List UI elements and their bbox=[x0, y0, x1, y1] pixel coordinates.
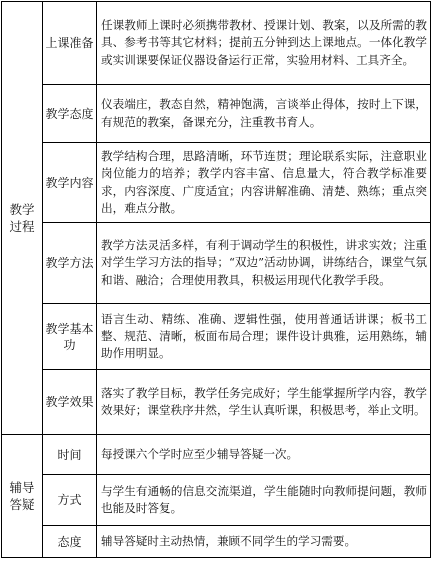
row-content: 仪表端庄，教态自然，精神饱满，言谈举止得体，按时上下课，有规范的教案，备课充分，注重教书育人。 bbox=[97, 85, 431, 143]
row-label: 态度 bbox=[43, 526, 97, 558]
table-row bbox=[2, 526, 431, 558]
row-content: 教学方法灵活多样，有利于调动学生的积极性，讲求实效；注重对学生学习方法的指导；“双边”活动协调，讲练结合，课堂气氛和谐、融洽；合理使用教具，积极运用现代化教学手段。 bbox=[97, 223, 431, 304]
row-label: 教学态度 bbox=[43, 85, 97, 143]
row-content: 落实了教学目标，教学任务完成好；学生能掌握所学内容，教学效果好；课堂秩序井然，学生认真听课，积极思考，举止文明。 bbox=[97, 370, 431, 435]
section-label-tutoring: 辅导 答疑 bbox=[2, 435, 43, 558]
row-label: 教学效果 bbox=[43, 370, 97, 435]
table-row bbox=[2, 304, 431, 370]
row-content: 与学生有通畅的信息交流渠道，学生能随时向教师提问题，教师也能及时答复。 bbox=[97, 475, 431, 526]
row-label: 时间 bbox=[43, 435, 97, 475]
row-content: 辅导答疑时主动热情，兼顾不同学生的学习需要。 bbox=[97, 526, 431, 558]
table-row bbox=[2, 475, 431, 526]
row-content: 教学结构合理，思路清晰，环节连贯；理论联系实际，注意职业岗位能力的培养；教学内容丰富、信息量大，符合教学标准要求，内容深度、广度适宜；内容讲解准确、清楚、熟练；重点突出，难点分散。 bbox=[97, 143, 431, 223]
row-content: 任课教师上课时必须携带教材、授课计划、教案，以及所需的教具、参考书等其它材料；提前五分钟到达上课地点。一体化教学或实训课要保证仪器设备运行正常，实验用材料、工具齐全。 bbox=[97, 2, 431, 85]
table-row bbox=[2, 143, 431, 223]
row-label: 教学基本功 bbox=[43, 304, 97, 370]
row-label: 教学内容 bbox=[43, 143, 97, 223]
evaluation-table bbox=[1, 1, 431, 558]
row-label: 上课准备 bbox=[43, 2, 97, 85]
section-label-teaching: 教学 过程 bbox=[2, 2, 43, 435]
table-row bbox=[2, 2, 431, 85]
table-row bbox=[2, 370, 431, 435]
table-row bbox=[2, 223, 431, 304]
table-row bbox=[2, 435, 431, 475]
table-row bbox=[2, 85, 431, 143]
row-content: 每授课六个学时应至少辅导答疑一次。 bbox=[97, 435, 431, 475]
row-label: 教学方法 bbox=[43, 223, 97, 304]
row-content: 语言生动、精练、准确、逻辑性强，使用普通话讲课；板书工整、规范、清晰，板面布局合理；课件设计典雅，运用熟练，辅助作用明显。 bbox=[97, 304, 431, 370]
row-label: 方式 bbox=[43, 475, 97, 526]
